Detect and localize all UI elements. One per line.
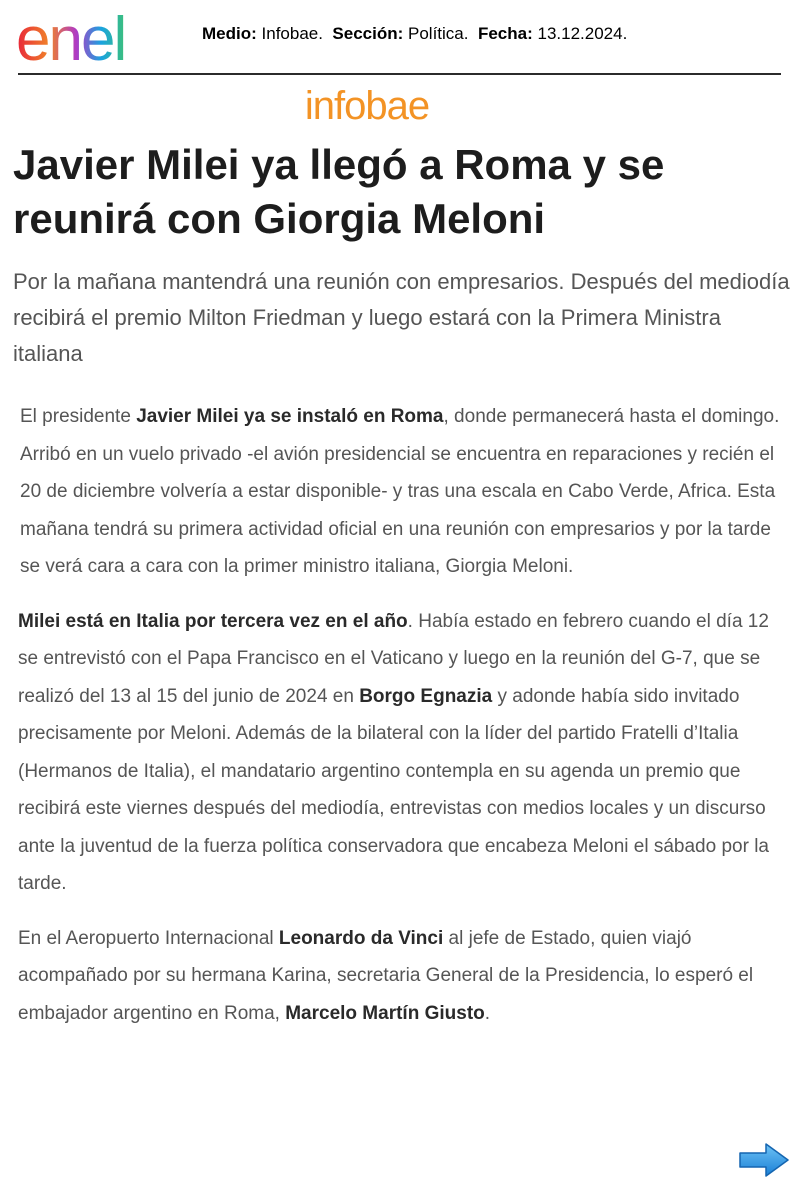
clipping-header [0,0,800,76]
text-run: . [484,1002,491,1024]
source-logo: infobae [304,84,430,128]
article-paragraph [18,603,788,903]
seccion-label: Sección: [332,24,404,43]
bold-text-run: Javier Milei ya se instaló en Roma [136,406,444,427]
text-run: En el Aeropuerto Internacional [18,927,279,949]
article-paragraph [18,920,788,1033]
text-run: y adonde había sido invitado precisamente por Meloni. Además de la bilateral con la líder del partido Fratelli d’Italia (Hermanos de Italia), el mandatario argentino contempla en su agenda un premio que recibirá este viernes después del mediodía, entrevistas con medios locales y un discurso ante la juventud de la fuerza política conservadora que encabeza Meloni el sábado por la tarde. [18,685,770,894]
fecha-value: 13.12.2024. [537,24,628,43]
header-divider [18,73,781,75]
article-body [18,398,788,1049]
right-arrow-icon[interactable] [738,1142,790,1178]
text-run: El presidente [20,406,137,427]
bold-text-run: Marcelo Martín Giusto [285,1002,485,1024]
text-run: . Había estado en febrero cuando el día 12 se entrevistó con el Papa Francisco en el Vaticano y luego en la reunión del G-7, que se realizó del 13 al 15 del junio de 2024 en [18,610,769,707]
medio-value: Infobae. [261,24,323,43]
article-paragraph [18,398,788,586]
article-title: Javier Milei ya llegó a Roma y se reunirá con Giorgia Meloni [13,141,665,242]
text-run: , donde permanecerá hasta el domingo. Arribó en un vuelo privado -el avión presidencial se encuentra en reparaciones y recién el 20 de diciembre volvería a estar disponible- y tras una escala en Cabo Verde, Africa. Esta mañana tendrá su primera actividad oficial en una reunión con empresarios y por la tarde se verá cara a cara con la primer ministro italiana, Giorgia Meloni. [20,406,780,577]
seccion-value: Política. [408,24,469,43]
bold-text-run: Leonardo da Vinci [278,927,444,949]
text-run: al jefe de Estado, quien viajó acompañado por su hermana Karina, secretaria General de la Presidencia, lo esperó el embajador argentino en Roma, [18,927,754,1024]
clipping-meta [202,24,627,44]
enel-logo [16,8,172,68]
fecha-label: Fecha: [477,24,533,43]
bold-text-run: Borgo Egnazia [359,685,493,707]
medio-label: Medio: [202,24,257,43]
article-lead: Por la mañana mantendrá una reunión con empresarios. Después del mediodía recibirá el premio Milton Friedman y luego estará con la Primera Ministra italiana [13,269,790,366]
svg-text:enel: enel [16,8,126,68]
bold-text-run: Milei está en Italia por tercera vez en el año [18,610,408,632]
